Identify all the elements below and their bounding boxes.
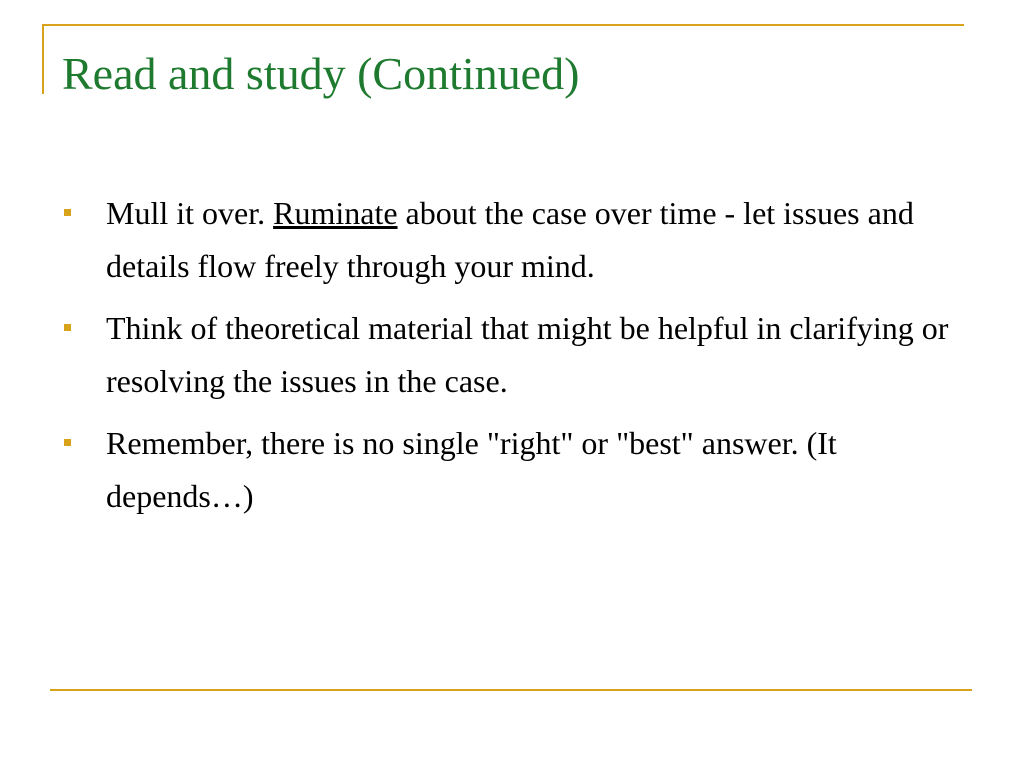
bullet-text: Think of theoretical material that might be helpful in clarifying or resolving the issues in the case.	[106, 310, 949, 399]
bullet-item-theory	[62, 302, 962, 408]
bullet-item-ruminate	[62, 187, 962, 293]
bottom-border-line	[50, 689, 972, 691]
top-border-line	[42, 24, 964, 26]
ruminate-emphasis: Ruminate	[273, 195, 398, 231]
slide-title: Read and study (Continued)	[62, 48, 580, 99]
bullet-item-remember	[62, 417, 962, 523]
square-bullet-icon	[64, 439, 71, 446]
square-bullet-icon	[64, 324, 71, 331]
square-bullet-icon	[64, 209, 71, 216]
left-border-line	[42, 24, 44, 94]
bullet-text-rest: about the case over time - let issues and details flow freely through your mind.	[106, 195, 914, 284]
bullet-text-intro: Mull it over.	[106, 195, 274, 231]
bullet-text: Remember, there is no single "right" or "best" answer. (It depends…)	[106, 425, 837, 514]
bullet-list	[62, 187, 962, 532]
